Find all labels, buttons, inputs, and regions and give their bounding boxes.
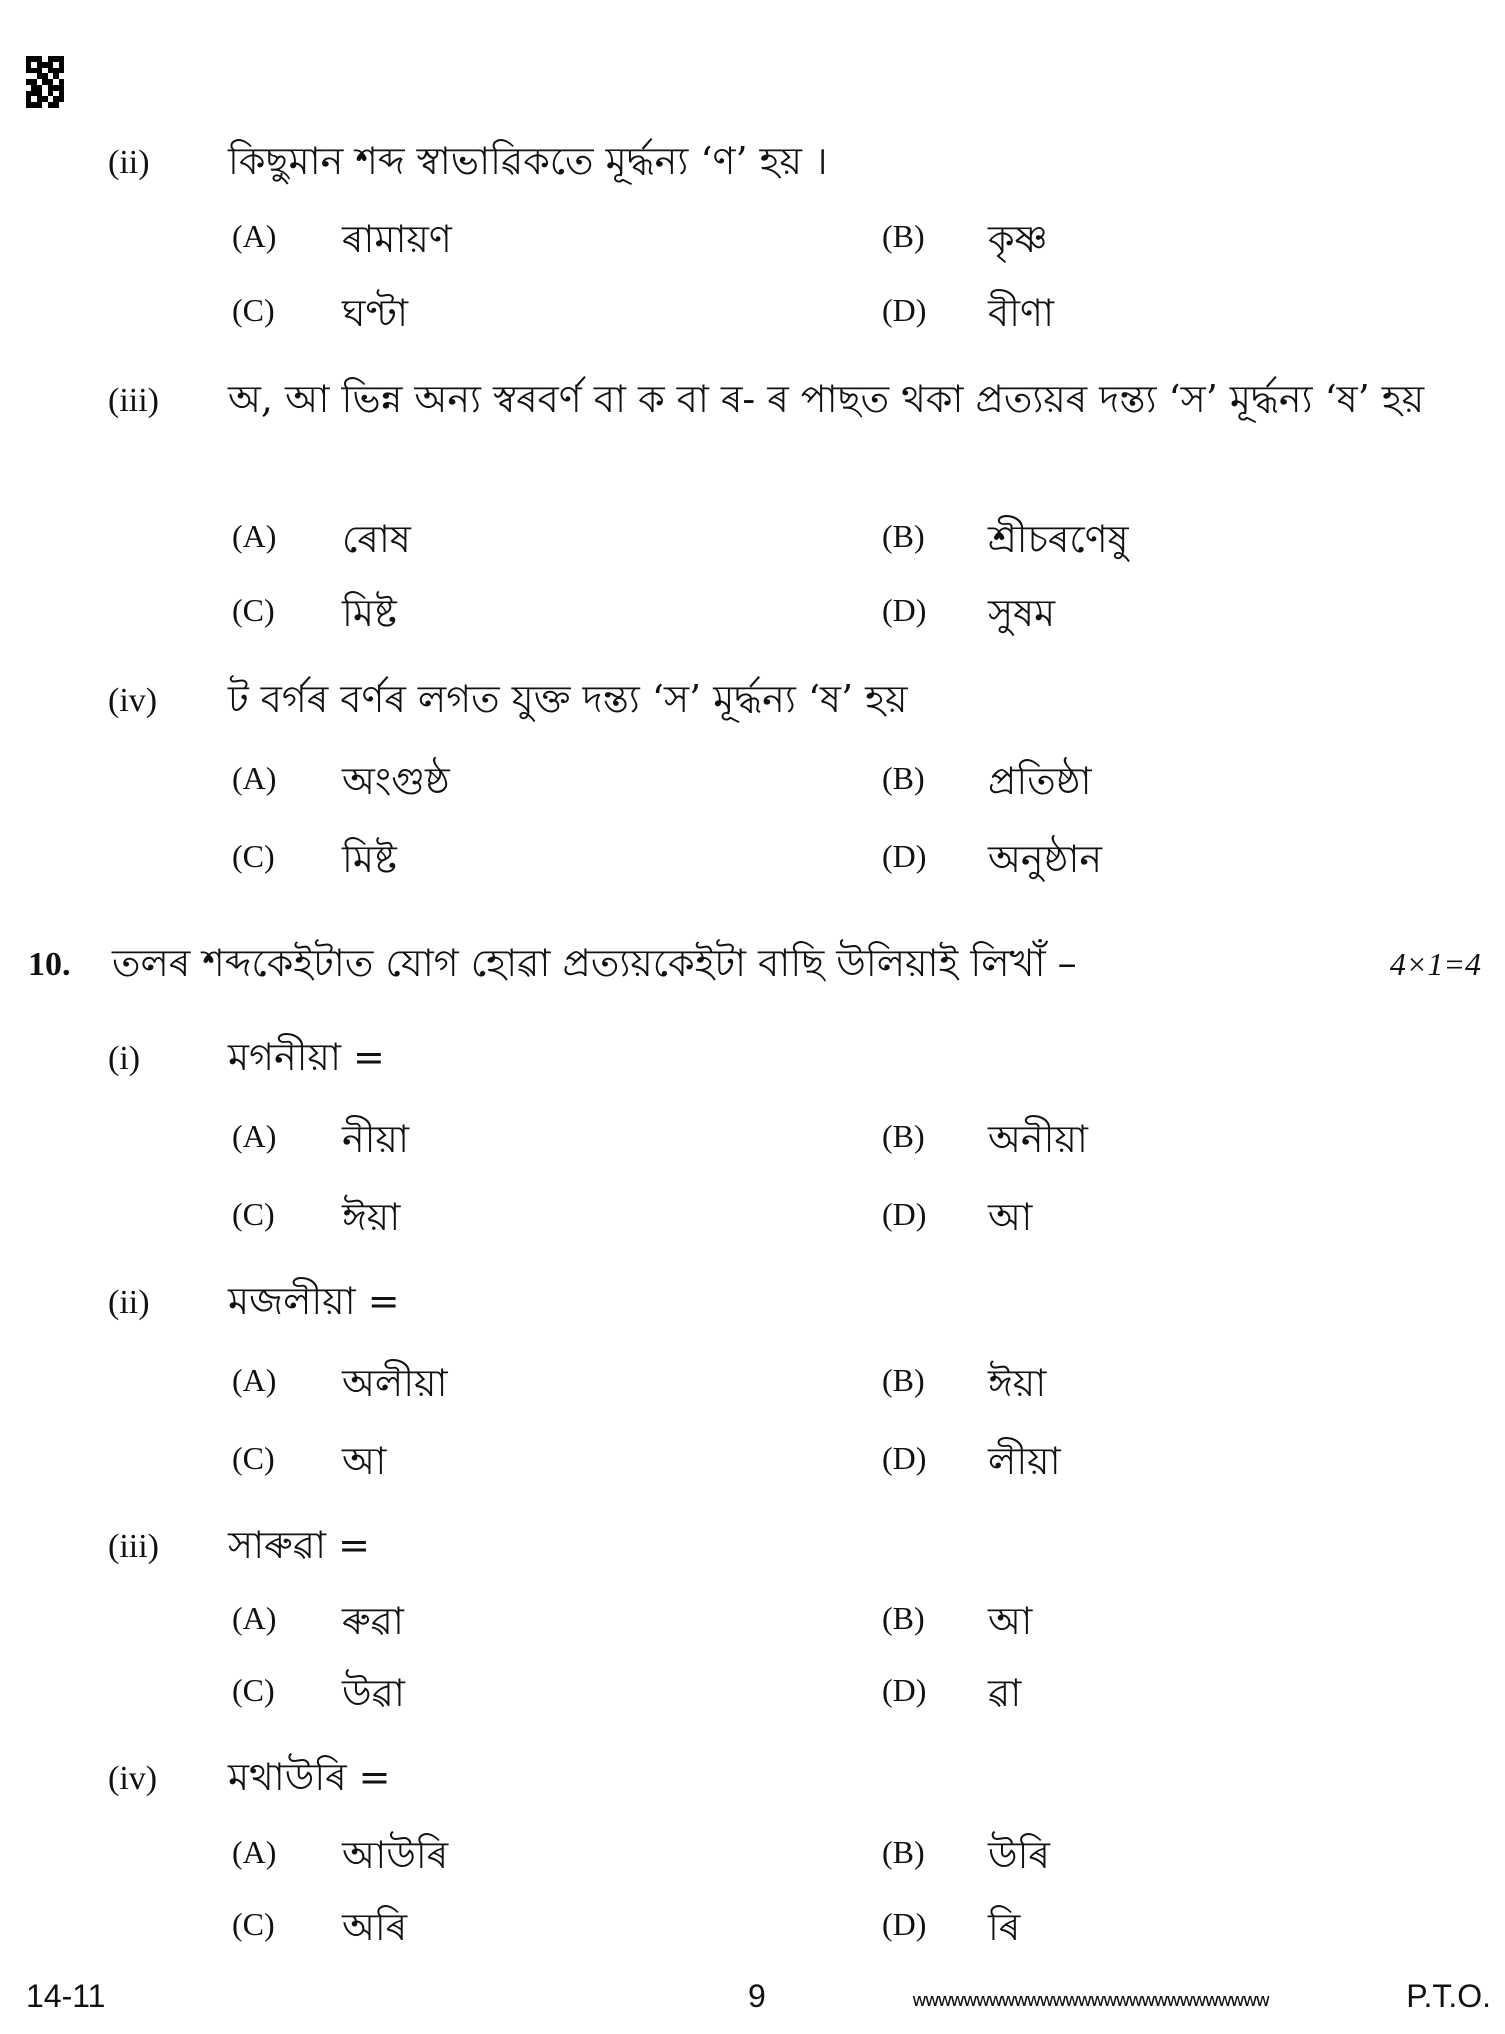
option-label-c: (C)	[232, 1440, 275, 1476]
sub-question-number: (iii)	[108, 1528, 159, 1565]
sub-question-text: সাৰুৱা =	[228, 1523, 370, 1567]
option-label-d: (D)	[882, 1906, 927, 1942]
option-d: ৱা	[988, 1671, 1022, 1715]
option-label-a: (A)	[232, 1118, 277, 1154]
option-b: অনীয়া	[988, 1117, 1088, 1161]
option-b: ঈয়া	[988, 1361, 1047, 1405]
option-label-a: (A)	[232, 1600, 277, 1636]
sub-question-text: অ, আ ভিন্ন অন্য স্বৰবৰ্ণ বা ক বা ৰ- ৰ পাছত থকা প্ৰত্যয়ৰ দন্ত্য ‘স’ মূৰ্দ্ধন্য ‘ষ’ হয়	[228, 377, 1425, 421]
option-label-a: (A)	[232, 1362, 277, 1398]
decorative-squiggle: wwwwwwwwwwwwwwwwwwwwwwwwwwww	[912, 1990, 1269, 2011]
option-b: উৰি	[988, 1833, 1050, 1877]
option-c: মিষ্ট	[342, 591, 397, 635]
qr-code-icon	[26, 56, 64, 108]
option-b: প্ৰতিষ্ঠা	[988, 759, 1092, 803]
option-d: বীণা	[988, 291, 1055, 335]
option-d: লীয়া	[988, 1439, 1061, 1483]
sub-question-number: (i)	[108, 1040, 141, 1077]
option-a: ৰোষ	[342, 517, 411, 561]
option-b: আ	[988, 1599, 1033, 1643]
option-label-d: (D)	[882, 1440, 927, 1476]
option-label-d: (D)	[882, 838, 927, 874]
option-d: আ	[988, 1195, 1033, 1239]
option-b: কৃষ্ণ	[988, 217, 1048, 261]
sub-question-text: ট বৰ্গৰ বৰ্ণৰ লগত যুক্ত দন্ত্য ‘স’ মূৰ্দ্ধন্য ‘ষ’ হয়	[228, 677, 908, 721]
sub-question-number: (ii)	[108, 1284, 150, 1321]
option-c: মিষ্ট	[342, 837, 397, 881]
paper-code: 14-11	[26, 1978, 106, 2014]
option-c: আ	[342, 1439, 387, 1483]
option-c: ঘণ্টা	[342, 291, 409, 335]
option-label-c: (C)	[232, 1672, 275, 1708]
sub-question-number: (iv)	[108, 682, 158, 719]
sub-question-number: (ii)	[108, 144, 150, 181]
option-a: অংগুষ্ঠ	[342, 759, 450, 803]
option-label-b: (B)	[882, 760, 925, 796]
question-number: 10.	[28, 946, 71, 983]
option-d: অনুষ্ঠান	[988, 837, 1103, 881]
option-a: অলীয়া	[342, 1361, 448, 1405]
marks: 4×1=4	[1389, 946, 1481, 982]
option-label-b: (B)	[882, 1600, 925, 1636]
option-label-b: (B)	[882, 1118, 925, 1154]
option-label-a: (A)	[232, 518, 277, 554]
option-c: অৰি	[342, 1905, 408, 1949]
sub-question-text: মজলীয়া =	[228, 1279, 400, 1323]
option-label-b: (B)	[882, 1362, 925, 1398]
option-label-b: (B)	[882, 518, 925, 554]
option-a: ৰামায়ণ	[342, 217, 452, 261]
please-turn-over: P.T.O.	[1406, 1978, 1491, 2014]
option-label-c: (C)	[232, 592, 275, 628]
option-c: ঈয়া	[342, 1195, 401, 1239]
page-number: 9	[748, 1978, 766, 2014]
option-label-a: (A)	[232, 1834, 277, 1870]
option-label-d: (D)	[882, 592, 927, 628]
option-c: উৱা	[342, 1671, 405, 1715]
sub-question-text: মথাউৰি =	[228, 1755, 391, 1799]
option-label-d: (D)	[882, 292, 927, 328]
option-label-a: (A)	[232, 760, 277, 796]
option-label-a: (A)	[232, 218, 277, 254]
option-label-c: (C)	[232, 1906, 275, 1942]
question-text: তলৰ শব্দকেইটাত যোগ হোৱা প্ৰত্যয়কেইটা বাছি উলিয়াই লিখাঁ –	[112, 941, 1077, 985]
sub-question-number: (iv)	[108, 1760, 158, 1797]
option-label-c: (C)	[232, 838, 275, 874]
option-a: আউৰি	[342, 1833, 449, 1877]
sub-question-number: (iii)	[108, 382, 159, 419]
option-a: ৰুৱা	[342, 1599, 404, 1643]
option-d: ৰি	[988, 1905, 1021, 1949]
option-label-c: (C)	[232, 1196, 275, 1232]
option-b: শ্ৰীচৰণেষু	[988, 517, 1129, 561]
option-label-d: (D)	[882, 1672, 927, 1708]
option-label-b: (B)	[882, 218, 925, 254]
option-d: সুষম	[988, 591, 1056, 635]
sub-question-text: কিছুমান শব্দ স্বাভাৱিকতে মূৰ্দ্ধন্য ‘ণ’ হয় ।	[228, 139, 828, 183]
option-label-d: (D)	[882, 1196, 927, 1232]
option-label-b: (B)	[882, 1834, 925, 1870]
option-label-c: (C)	[232, 292, 275, 328]
option-a: নীয়া	[342, 1117, 409, 1161]
sub-question-text: মগনীয়া =	[228, 1035, 385, 1079]
